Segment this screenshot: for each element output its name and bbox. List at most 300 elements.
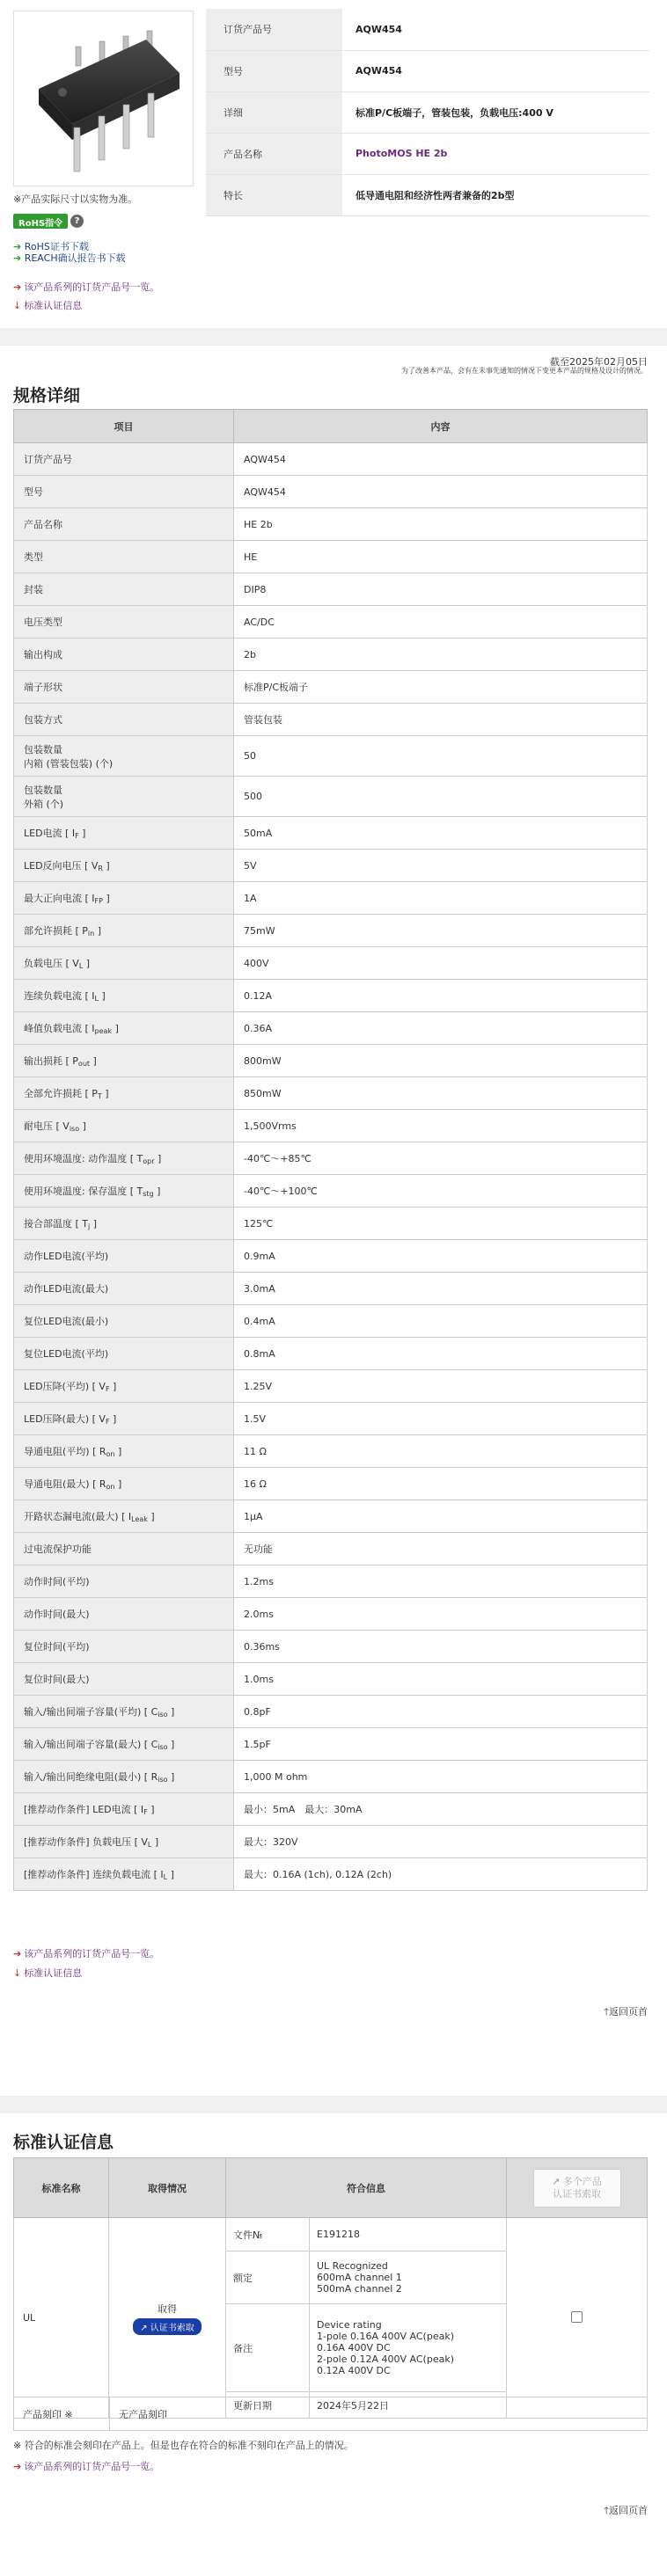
spec-key (14, 1663, 234, 1696)
spec-key-text: 导通电阻(平均) [ R (24, 1446, 106, 1457)
rohs-badge: RoHS指令 (13, 214, 68, 229)
cert-request-label: 认证书索取 (150, 2323, 194, 2333)
spec-key-text: 开路状态漏电流(最大) [ I (24, 1511, 132, 1522)
summary-value: 低导通电阻和经济性两者兼备的2b型 (342, 174, 649, 215)
spec-value: 850mW (234, 1077, 648, 1110)
spec-key-text: ] (167, 1771, 175, 1783)
product-summary (0, 0, 667, 328)
status-cell (109, 2218, 226, 2419)
cert-info-key: 更新日期 (226, 2392, 310, 2419)
standards-link-2[interactable]: ↓ 标准认证信息 (13, 1967, 83, 1979)
spec-row (14, 476, 648, 508)
spec-key-text: LED反向电压 [ V (24, 860, 99, 872)
spec-key-sub: peak (94, 1027, 113, 1035)
spec-key-sub: on (106, 1483, 115, 1491)
spec-key-text: ] (167, 1706, 175, 1718)
spec-row (14, 1598, 648, 1631)
series-list-link-2[interactable]: ➔ 该产品系列的订货产品号一览。 (13, 1948, 160, 1959)
spec-key (14, 850, 234, 882)
spec-row (14, 1500, 648, 1533)
spec-table (13, 409, 648, 1891)
spec-key (14, 1728, 234, 1761)
spec-key-text: ] (102, 860, 110, 872)
spec-value: 1.0ms (234, 1663, 648, 1696)
spec-value: 2b (234, 639, 648, 671)
spec-value: 0.8mA (234, 1338, 648, 1370)
spec-row (14, 1110, 648, 1142)
spec-key-text: 导通电阻(最大) [ R (24, 1478, 106, 1490)
section-gap (0, 328, 667, 346)
spec-key-text: 类型 (24, 551, 43, 563)
spec-key-text: 封装 (24, 584, 43, 595)
spec-row (14, 1696, 648, 1728)
spec-key (14, 1142, 234, 1175)
spec-row (14, 1663, 648, 1696)
spec-row (14, 947, 648, 980)
spec-value: 1,000 M ohm (234, 1761, 648, 1793)
spec-key-text: 动作LED电流(最大) (24, 1283, 109, 1295)
spec-key (14, 1273, 234, 1305)
standard-name: UL (14, 2218, 109, 2419)
spec-key (14, 1598, 234, 1631)
spec-key (14, 606, 234, 639)
spec-key-text: ] (114, 1446, 122, 1457)
status-text: 取得 (158, 2302, 177, 2315)
spec-key-text: 负载电压 [ V (24, 958, 79, 969)
spec-row (14, 606, 648, 639)
spec-key-text: 耐电压 [ V (24, 1120, 70, 1132)
spec-value: 0.4mA (234, 1305, 648, 1338)
spec-key-text: [推荐动作条件] 负载电压 [ V (24, 1836, 148, 1848)
spec-key-text: ] (83, 958, 91, 969)
spec-key-text: 复位LED电流(平均) (24, 1348, 109, 1360)
col-status: 取得情况 (109, 2158, 226, 2218)
spec-key (14, 1175, 234, 1208)
spec-key-sub: FP (94, 897, 103, 905)
spec-key-text: ] (109, 1413, 117, 1425)
spec-key-text: ] (99, 990, 106, 1002)
spec-row (14, 1208, 648, 1240)
spec-key (14, 1468, 234, 1500)
spec-key-text: [推荐动作条件] 连续负载电流 [ I (24, 1869, 164, 1880)
spec-key (14, 1110, 234, 1142)
spec-row (14, 1761, 648, 1793)
spec-key-text: 峰值负载电流 [ I (24, 1023, 95, 1034)
spec-key-text: 过电流保护功能 (24, 1543, 92, 1555)
spec-value: 0.12A (234, 980, 648, 1012)
spec-row (14, 882, 648, 915)
spec-value: 50mA (234, 817, 648, 850)
spec-key-text: 订货产品号 (24, 454, 72, 465)
summary-key: 订货产品号 (206, 9, 342, 50)
spec-key-text: 全部允许损耗 [ P (24, 1088, 98, 1099)
spec-key (14, 1565, 234, 1598)
spec-value: 1.25V (234, 1370, 648, 1403)
spec-key-sub: opr (143, 1157, 155, 1165)
spec-key-text: ] (151, 1836, 159, 1848)
cert-title: 标准认证信息 (13, 2133, 114, 2152)
summary-row (206, 133, 649, 174)
spec-key-sub: on (106, 1450, 115, 1458)
cert-info-value: 2024年5月22日 (310, 2392, 507, 2419)
spec-value: AC/DC (234, 606, 648, 639)
spec-key-sub: L (94, 995, 99, 1003)
spec-key-text: 连续负载电流 [ I (24, 990, 95, 1002)
spec-row (14, 1175, 648, 1208)
spec-key-sub: F (105, 1418, 110, 1426)
spec-key (14, 1435, 234, 1468)
spec-key-text: 输入/输出间端子容量(最大) [ C (24, 1739, 158, 1750)
spec-value: DIP8 (234, 573, 648, 606)
spec-key-sub: T (97, 1092, 102, 1100)
spec-key (14, 476, 234, 508)
arrow-right-icon: ➔ (13, 1948, 22, 1959)
spec-key-text: LED电流 [ I (24, 828, 76, 839)
spec-key (14, 1240, 234, 1273)
spec-row (14, 1045, 648, 1077)
spec-row (14, 777, 648, 817)
spec-key-text: ] (102, 893, 110, 904)
stamp-table (13, 2397, 648, 2431)
spec-key-text: LED压降(平均) [ V (24, 1381, 106, 1392)
spec-key-text: 输出损耗 [ P (24, 1055, 78, 1067)
photo-note: ※产品实际尺寸以实物为准。 (13, 193, 138, 205)
spec-key (14, 1305, 234, 1338)
spec-row (14, 1533, 648, 1565)
spec-key-sub: iso (158, 1776, 168, 1784)
spec-key-text: ] (167, 1869, 174, 1880)
product-photo (13, 11, 194, 186)
col-standard-name: 标准名称 (14, 2158, 109, 2218)
summary-key: 型号 (206, 50, 342, 91)
spec-row (14, 1565, 648, 1598)
spec-key-text: LED压降(最大) [ V (24, 1413, 106, 1425)
spec-key-text: [推荐动作条件] LED电流 [ I (24, 1804, 144, 1815)
spec-row (14, 1273, 648, 1305)
spec-value: HE 2b (234, 508, 648, 541)
spec-value: -40℃～+100℃ (234, 1175, 648, 1208)
spec-row (14, 915, 648, 947)
spec-value: 0.36ms (234, 1631, 648, 1663)
spec-row (14, 980, 648, 1012)
spec-key-text: 最大正向电流 [ I (24, 893, 95, 904)
spec-key-text: ] (167, 1739, 175, 1750)
spec-value: 0.8pF (234, 1696, 648, 1728)
spec-key-text: ] (109, 1381, 117, 1392)
spec-key (14, 882, 234, 915)
spec-key (14, 671, 234, 704)
spec-row (14, 1338, 648, 1370)
spec-value: HE (234, 541, 648, 573)
spec-value: 800mW (234, 1045, 648, 1077)
cert-info-value: E191218 (310, 2218, 507, 2251)
spec-row (14, 704, 648, 736)
spec-value: 50 (234, 736, 648, 777)
spec-value: 5V (234, 850, 648, 882)
spec-key (14, 1500, 234, 1533)
spec-key-sub: R (98, 865, 103, 872)
spec-key (14, 508, 234, 541)
col-info: 符合信息 (226, 2158, 507, 2218)
spec-key-text: ] (78, 828, 86, 839)
spec-key-text: ] (94, 925, 102, 937)
spec-key-text: 复位时间(最大) (24, 1674, 90, 1685)
cert-checkbox[interactable] (571, 2311, 583, 2323)
spec-key (14, 573, 234, 606)
spec-row (14, 508, 648, 541)
spec-row (14, 1012, 648, 1045)
cert-select-cell (507, 2218, 648, 2419)
spec-key-text: 电压类型 (24, 617, 62, 628)
spec-value: 75mW (234, 915, 648, 947)
spec-key-text: 输入/输出间端子容量(平均) [ C (24, 1706, 158, 1718)
spec-row (14, 541, 648, 573)
spec-key (14, 1533, 234, 1565)
spec-value: 最大：320V (234, 1826, 648, 1858)
spec-value: 1μA (234, 1500, 648, 1533)
spec-key (14, 1696, 234, 1728)
spec-row (14, 1305, 648, 1338)
spec-key (14, 1631, 234, 1663)
spec-row (14, 671, 648, 704)
spec-key-sub: in (87, 930, 95, 938)
spec-value: 最大：0.16A (1ch), 0.12A (2ch) (234, 1858, 648, 1891)
multi-cert-request-button[interactable]: ↗ 多个产品 认证书索取 (533, 2169, 621, 2207)
summary-row (206, 174, 649, 215)
arrow-down-icon: ↓ (13, 1967, 22, 1979)
stamp-value: 无产品刻印 (110, 2397, 648, 2431)
rohs-help-icon[interactable]: ? (70, 215, 84, 228)
col-content: 内容 (234, 410, 648, 443)
spec-key-text: 包装数量 外箱 (个) (24, 784, 64, 810)
summary-value: PhotoMOS HE 2b (342, 133, 649, 174)
spec-key-text: ] (114, 1478, 122, 1490)
summary-row (206, 50, 649, 91)
cert-info-key: 文件№ (226, 2218, 310, 2251)
standards-link[interactable]: ↓ 标准认证信息 (13, 300, 83, 311)
spec-key (14, 639, 234, 671)
arrow-down-icon: ↓ (13, 300, 22, 311)
cert-table (13, 2157, 648, 2419)
multi-cert-label: 多个产品 认证书索取 (553, 2175, 602, 2200)
spec-row (14, 1240, 648, 1273)
spec-value: 400V (234, 947, 648, 980)
arrow-icon: ↗ (140, 2323, 150, 2333)
back-to-top-link[interactable]: 🡑返回页首 (604, 2006, 648, 2018)
spec-row (14, 1403, 648, 1435)
spec-value: 管装包装 (234, 704, 648, 736)
spec-value: 0.9mA (234, 1240, 648, 1273)
spec-key-sub: j (88, 1222, 91, 1230)
spec-value: 3.0mA (234, 1273, 648, 1305)
spec-key (14, 736, 234, 777)
series-list-link[interactable]: ➔ 该产品系列的订货产品号一览。 (13, 281, 160, 293)
cert-info-key: 备注 (226, 2304, 310, 2392)
spec-key-text: 输入/输出间绝缘电阻(最小) [ R (24, 1771, 158, 1783)
spec-key-text: 动作时间(最大) (24, 1609, 90, 1620)
spec-key-text: 产品名称 (24, 519, 62, 530)
spec-key (14, 1338, 234, 1370)
spec-key-sub: stg (143, 1190, 154, 1198)
spec-key-text: ] (90, 1055, 97, 1067)
summary-key: 产品名称 (206, 133, 342, 174)
spec-key-sub: iso (158, 1711, 168, 1719)
spec-value: 0.36A (234, 1012, 648, 1045)
spec-key (14, 704, 234, 736)
spec-key-text: ] (79, 1120, 86, 1132)
summary-table (206, 9, 649, 216)
cert-info-row (14, 2218, 648, 2251)
spec-key-text: ] (101, 1088, 109, 1099)
spec-row (14, 639, 648, 671)
spec-key-text: ] (112, 1023, 119, 1034)
spec-key-text: 使用环境温度: 动作温度 [ T (24, 1153, 143, 1164)
spec-key-text: 使用环境温度: 保存温度 [ T (24, 1186, 143, 1197)
spec-value: 1.2ms (234, 1565, 648, 1598)
spec-row (14, 1826, 648, 1858)
arrow-right-icon: ➔ (13, 2461, 22, 2472)
spec-key-sub: Leak (131, 1515, 148, 1523)
spec-key-text: 端子形状 (24, 682, 62, 693)
spec-key (14, 1793, 234, 1826)
spec-value: 1.5pF (234, 1728, 648, 1761)
spec-row (14, 1858, 648, 1891)
spec-value: 1.5V (234, 1403, 648, 1435)
spec-value: 11 Ω (234, 1435, 648, 1468)
spec-row (14, 1077, 648, 1110)
rohs-download-link[interactable]: ➔ RoHS证书下载 (13, 241, 89, 252)
spec-value: -40℃～+85℃ (234, 1142, 648, 1175)
spec-key-sub: iso (158, 1743, 168, 1751)
spec-key-text: ] (154, 1153, 162, 1164)
spec-row (14, 1728, 648, 1761)
summary-row (206, 91, 649, 133)
spec-detail-section (0, 346, 667, 2096)
col-item: 项目 (14, 410, 234, 443)
cert-section (0, 2113, 667, 2576)
spec-key-sub: L (147, 1841, 152, 1849)
arrow-up-icon: 🡑 (604, 2006, 609, 2018)
spec-value: AQW454 (234, 476, 648, 508)
spec-value: 125℃ (234, 1208, 648, 1240)
spec-title: 规格详细 (13, 386, 81, 405)
spec-key (14, 1077, 234, 1110)
spec-key-sub: out (77, 1060, 91, 1068)
spec-key-text: ] (147, 1511, 155, 1522)
spec-row (14, 817, 648, 850)
cert-info-value: Device rating 1-pole 0.16A 400V AC(peak) 0.16A 400V DC 2-pole 0.12A 400V AC(peak) 0.12A 400V DC (310, 2304, 507, 2392)
spec-row (14, 443, 648, 476)
spec-row (14, 736, 648, 777)
spec-row (14, 1435, 648, 1468)
spec-row (14, 1793, 648, 1826)
summary-row (206, 9, 649, 50)
spec-key-text: 复位LED电流(最小) (24, 1316, 109, 1327)
spec-key-text: 包装数量 内箱 (管装包装) (个) (24, 743, 114, 770)
spec-key (14, 1826, 234, 1858)
cert-request-button[interactable] (133, 2318, 202, 2335)
spec-key-text: 型号 (24, 486, 43, 498)
spec-key (14, 1761, 234, 1793)
summary-value: AQW454 (342, 50, 649, 91)
summary-value: 标准P/C板端子，管装包装，负载电压:400 V (342, 91, 649, 133)
spec-key-text: 部允许损耗 [ P (24, 925, 88, 937)
spec-key-text: ] (147, 1804, 155, 1815)
series-list-link-3[interactable]: ➔ 该产品系列的订货产品号一览。 (13, 2461, 160, 2472)
stamp-note: ※ 符合的标准会刻印在产品上。但是也存在符合的标准不刻印在产品上的情况。 (13, 2440, 354, 2451)
spec-row (14, 1370, 648, 1403)
spec-key-sub: F (105, 1385, 110, 1393)
spec-key (14, 947, 234, 980)
spec-key (14, 1208, 234, 1240)
spec-row (14, 1142, 648, 1175)
spec-row (14, 1631, 648, 1663)
spec-value: 最小：5mA 最大：30mA (234, 1793, 648, 1826)
spec-key (14, 1045, 234, 1077)
reach-download-link[interactable]: ➔ REACH确认报告书下载 (13, 252, 126, 264)
spec-key (14, 817, 234, 850)
back-to-top-link-2[interactable]: 🡑返回页首 (604, 2505, 648, 2516)
spec-key (14, 1858, 234, 1891)
spec-key-text: ] (90, 1218, 98, 1230)
arrow-up-icon: 🡑 (604, 2505, 609, 2516)
spec-key (14, 1403, 234, 1435)
spec-key (14, 443, 234, 476)
spec-key (14, 777, 234, 817)
spec-key-sub: iso (69, 1125, 80, 1133)
summary-value: AQW454 (342, 9, 649, 50)
summary-key: 详细 (206, 91, 342, 133)
cert-info-value: UL Recognized 600mA channel 1 500mA channel 2 (310, 2251, 507, 2304)
spec-value: 500 (234, 777, 648, 817)
spec-key-text: 复位时间(平均) (24, 1641, 90, 1653)
spec-key-text: 动作时间(平均) (24, 1576, 90, 1587)
summary-key: 特长 (206, 174, 342, 215)
spec-key-text: 输出构成 (24, 649, 62, 660)
stamp-key: 产品刻印 ※ (14, 2397, 110, 2431)
spec-row (14, 850, 648, 882)
spec-key (14, 1370, 234, 1403)
spec-key-text: 包装方式 (24, 714, 62, 726)
spec-row (14, 1468, 648, 1500)
spec-key-sub: L (163, 1873, 168, 1881)
spec-row (14, 573, 648, 606)
spec-value: 标准P/C板端子 (234, 671, 648, 704)
section-gap (0, 2096, 667, 2113)
spec-value: 1,500Vrms (234, 1110, 648, 1142)
spec-value: AQW454 (234, 443, 648, 476)
spec-key-text: 动作LED电流(平均) (24, 1251, 109, 1262)
spec-key-text: ] (153, 1186, 161, 1197)
spec-key-sub: F (143, 1808, 148, 1816)
spec-key-sub: F (75, 832, 79, 840)
spec-value: 无功能 (234, 1533, 648, 1565)
spec-key-sub: L (78, 962, 84, 970)
dip8-package-icon (14, 11, 193, 186)
spec-key-text: 接合部温度 [ T (24, 1218, 89, 1230)
spec-value: 16 Ω (234, 1468, 648, 1500)
spec-key (14, 1012, 234, 1045)
as-of-note: 为了改善本产品，会有在未事先通知的情况下变更本产品的规格及设计的情况。 (401, 367, 648, 375)
spec-value: 1A (234, 882, 648, 915)
as-of-date: 截至2025年02月05日 (550, 356, 648, 368)
spec-key (14, 915, 234, 947)
arrow-right-icon: ➔ (13, 281, 22, 293)
spec-value: 2.0ms (234, 1598, 648, 1631)
spec-key (14, 980, 234, 1012)
cert-info-key: 额定 (226, 2251, 310, 2304)
spec-key (14, 541, 234, 573)
